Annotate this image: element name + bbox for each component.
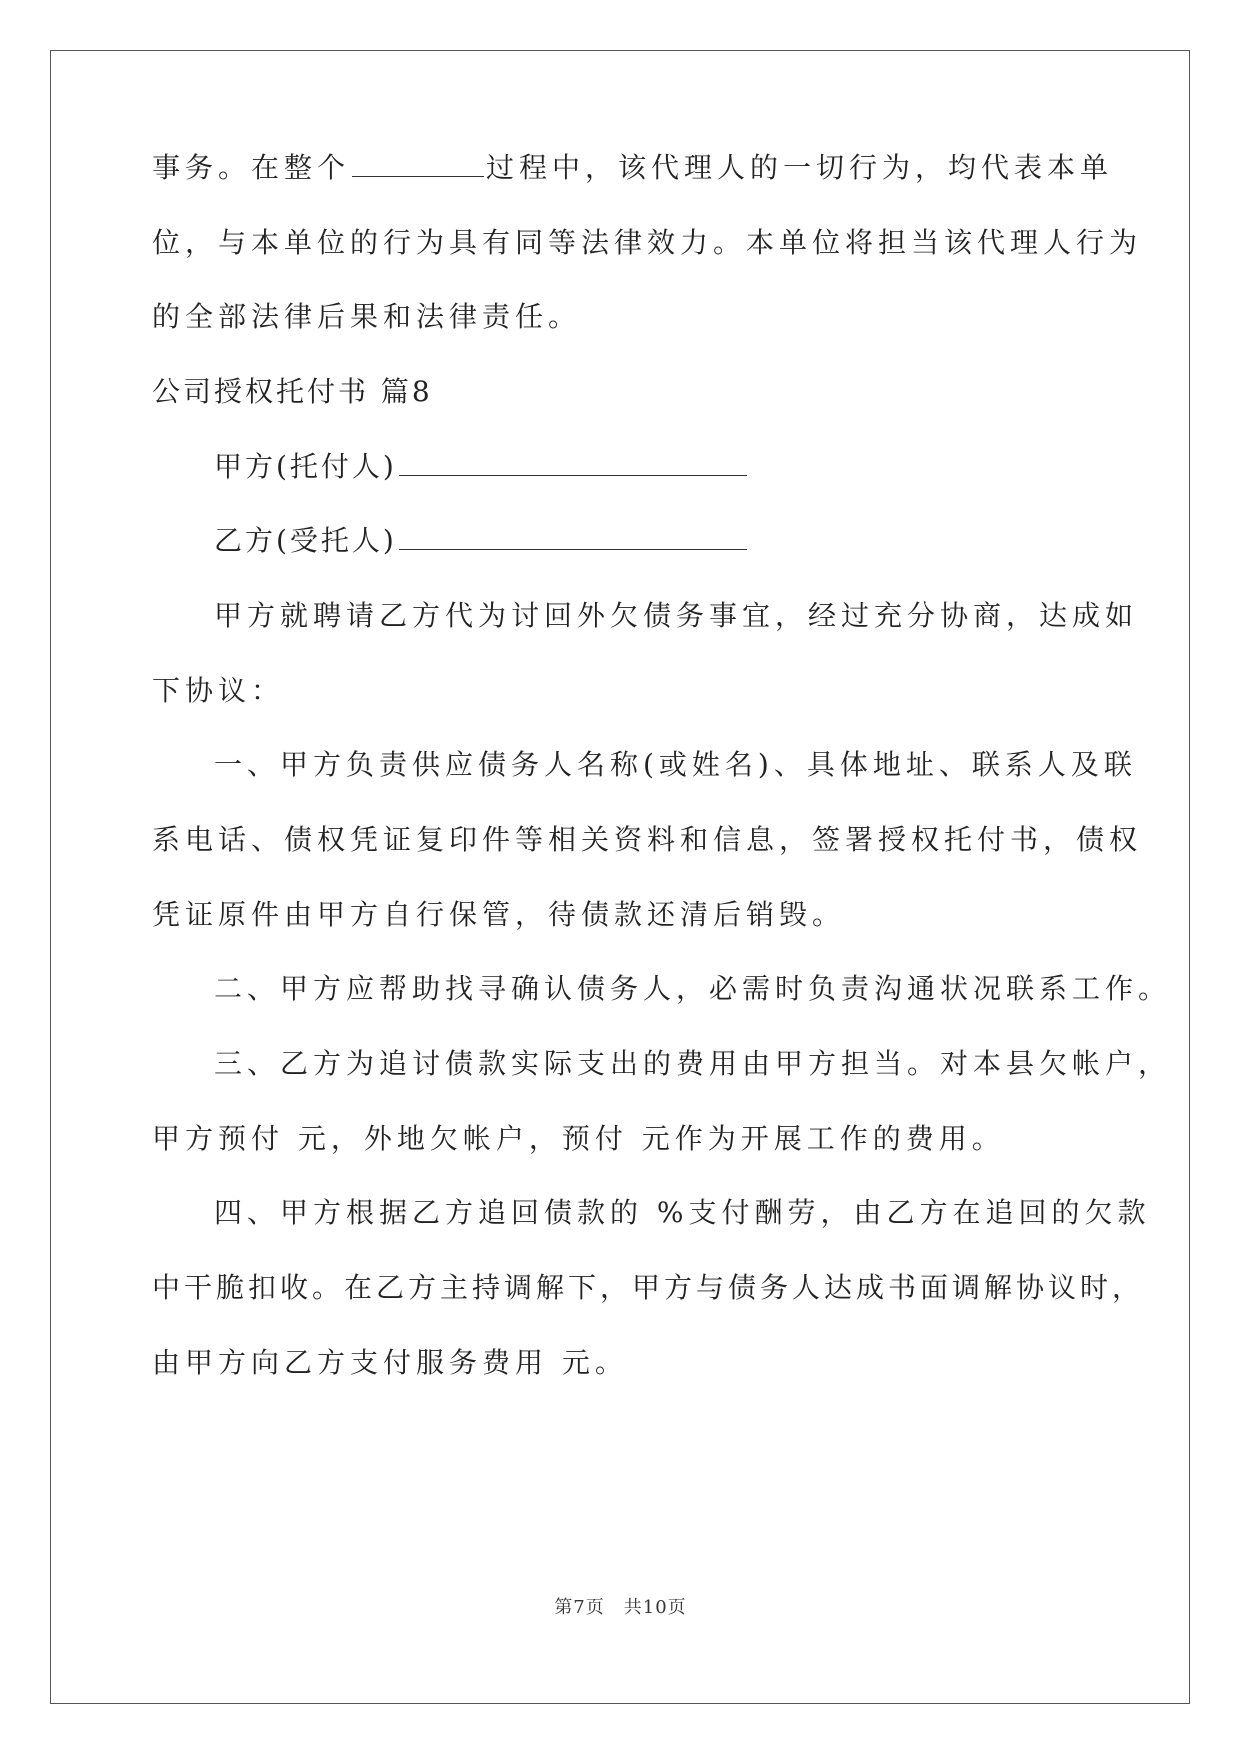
paragraph-line: 凭证原件由甲方自行保管，待债款还清后销毁。 — [152, 898, 846, 931]
text-segment: 过程中，该代理人的一切行为，均代表本单 — [486, 151, 1114, 184]
paragraph-line: 的全部法律后果和法律责任。 — [152, 300, 582, 333]
party-b-line — [214, 521, 749, 561]
party-a-label: 甲方(托付人) — [214, 450, 397, 483]
paragraph-line — [152, 148, 1113, 188]
party-a-line — [214, 447, 749, 487]
paragraph-line: 甲方就聘请乙方代为讨回外欠债务事宜，经过充分协商，达成如 — [214, 599, 1139, 632]
party-a-blank — [399, 449, 747, 476]
paragraph-line: 位，与本单位的行为具有同等法律效力。本单位将担当该代理人行为 — [152, 226, 1143, 259]
text-segment: 事务。在整个 — [152, 151, 351, 184]
paragraph-line: 四、甲方根据乙方追回债款的 %支付酬劳，由乙方在追回的欠款 — [214, 1196, 1151, 1229]
blank-underline — [352, 150, 484, 177]
paragraph-line: 甲方预付 元，外地欠帐户，预付 元作为开展工作的费用。 — [152, 1122, 1005, 1155]
party-b-label: 乙方(受托人) — [214, 524, 397, 557]
paragraph-line: 中干脆扣收。在乙方主持调解下，甲方与债务人达成书面调解协议时， — [152, 1271, 1145, 1304]
paragraph-line: 二、甲方应帮助找寻确认债务人，必需时负责沟通状况联系工作。 — [214, 972, 1172, 1005]
paragraph-line: 系电话、债权凭证复印件等相关资料和信息，签署授权托付书，债权 — [152, 823, 1143, 856]
section-title: 公司授权托付书 篇8 — [152, 375, 433, 408]
party-b-blank — [399, 523, 747, 550]
paragraph-line: 由甲方向乙方支付服务费用 元。 — [152, 1346, 628, 1379]
paragraph-line: 一、甲方负责供应债务人名称(或姓名)、具体地址、联系人及联 — [214, 748, 1137, 781]
paragraph-line: 三、乙方为追讨债款实际支出的费用由甲方担当。对本县欠帐户， — [214, 1047, 1172, 1080]
paragraph-line: 下协议： — [152, 674, 285, 707]
page-number: 第7页 共10页 — [554, 1597, 687, 1618]
